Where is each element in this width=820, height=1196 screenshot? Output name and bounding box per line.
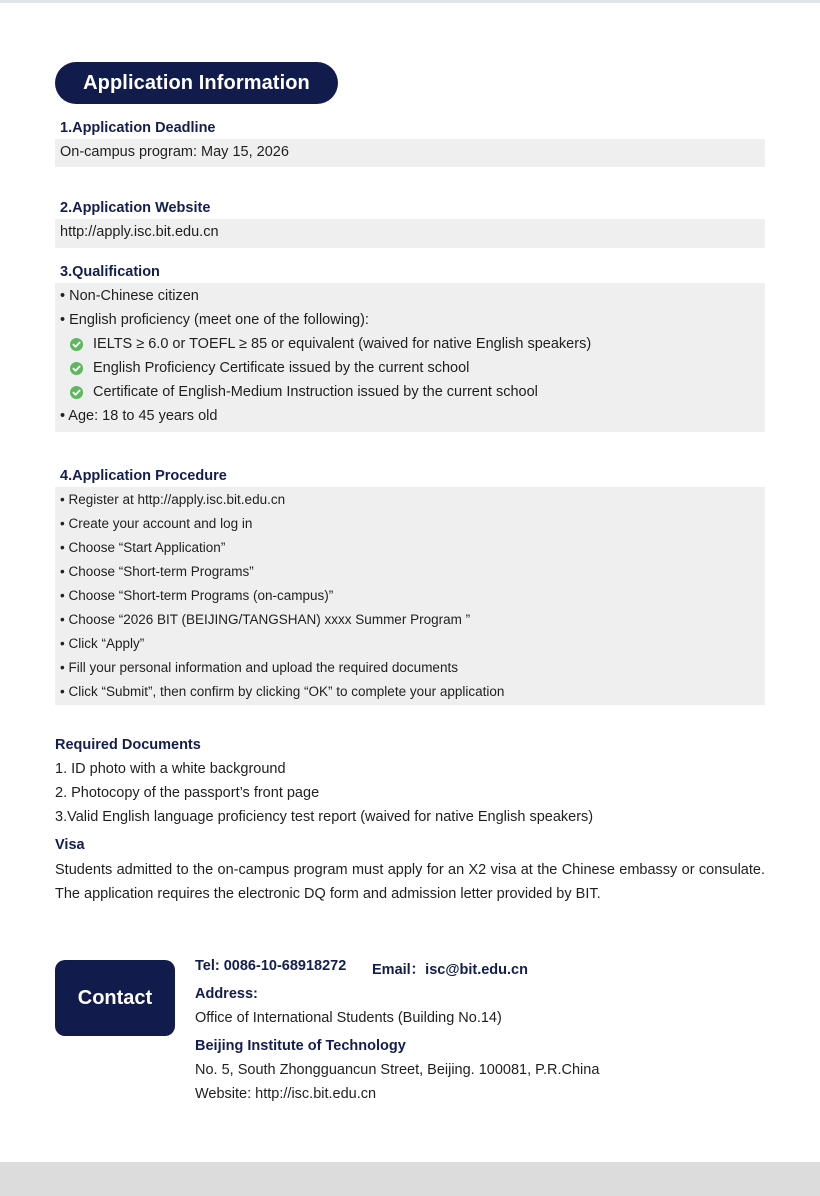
contact-tel: Tel: 0086-10-68918272 — [195, 958, 347, 974]
qualification-heading: 3.Qualification — [60, 264, 160, 280]
check-icon — [70, 338, 83, 351]
bottom-band — [0, 1162, 820, 1196]
page-title: Application Information — [55, 62, 338, 104]
procedure-step: • Click “Apply” — [60, 636, 145, 651]
street-address: No. 5, South Zhongguancun Street, Beijing. 100081, P.R.China — [195, 1062, 600, 1078]
contact-label: Contact — [55, 960, 175, 1036]
document-item: 2. Photocopy of the passport’s front page — [55, 785, 320, 801]
proficiency-option: Certificate of English-Medium Instruction issued by the current school — [93, 384, 538, 400]
procedure-step: • Click “Submit”, then confirm by clicking “OK” to complete your application — [60, 684, 505, 699]
check-icon — [70, 362, 83, 375]
check-icon — [70, 386, 83, 399]
institute-name: Beijing Institute of Technology — [195, 1038, 406, 1054]
website-line[interactable]: Website: http://isc.bit.edu.cn — [195, 1086, 377, 1102]
procedure-step: • Choose “Short-term Programs (on-campus)” — [60, 588, 334, 603]
contact-email[interactable]: Email：isc@bit.edu.cn — [372, 962, 528, 978]
procedure-heading: 4.Application Procedure — [60, 468, 227, 484]
document-item: 1. ID photo with a white background — [55, 761, 286, 777]
procedure-step: • Create your account and log in — [60, 516, 253, 531]
visa-paragraph: Students admitted to the on-campus program must apply for an X2 visa at the Chinese embassy or consulate. The application requires the electronic DQ form and admission letter provided by BIT. — [55, 862, 765, 902]
website-heading: 2.Application Website — [60, 200, 211, 216]
top-rule — [0, 0, 820, 3]
deadline-heading: 1.Application Deadline — [60, 120, 216, 136]
procedure-step: • Choose “Short-term Programs” — [60, 564, 254, 579]
qualification-item: • Non-Chinese citizen — [60, 288, 199, 304]
procedure-step: • Choose “2026 BIT (BEIJING/TANGSHAN) xxxx Summer Program ” — [60, 612, 471, 627]
qualification-item: • Age: 18 to 45 years old — [60, 408, 218, 424]
deadline-text: On-campus program: May 15, 2026 — [60, 144, 289, 160]
document-item: 3.Valid English language proficiency test report (waived for native English speakers) — [55, 809, 594, 825]
proficiency-option: English Proficiency Certificate issued by the current school — [93, 360, 470, 376]
qualification-item: • English proficiency (meet one of the following): — [60, 312, 369, 328]
website-link[interactable]: http://apply.isc.bit.edu.cn — [60, 224, 219, 240]
address-label: Address: — [195, 986, 258, 1002]
office-name: Office of International Students (Building No.14) — [195, 1010, 502, 1026]
visa-heading: Visa — [55, 837, 85, 853]
documents-heading: Required Documents — [55, 737, 201, 753]
proficiency-option: IELTS ≥ 6.0 or TOEFL ≥ 85 or equivalent (waived for native English speakers) — [93, 336, 592, 352]
procedure-step: • Fill your personal information and upload the required documents — [60, 660, 458, 675]
procedure-step: • Register at http://apply.isc.bit.edu.cn — [60, 492, 286, 507]
procedure-step: • Choose “Start Application” — [60, 540, 226, 555]
